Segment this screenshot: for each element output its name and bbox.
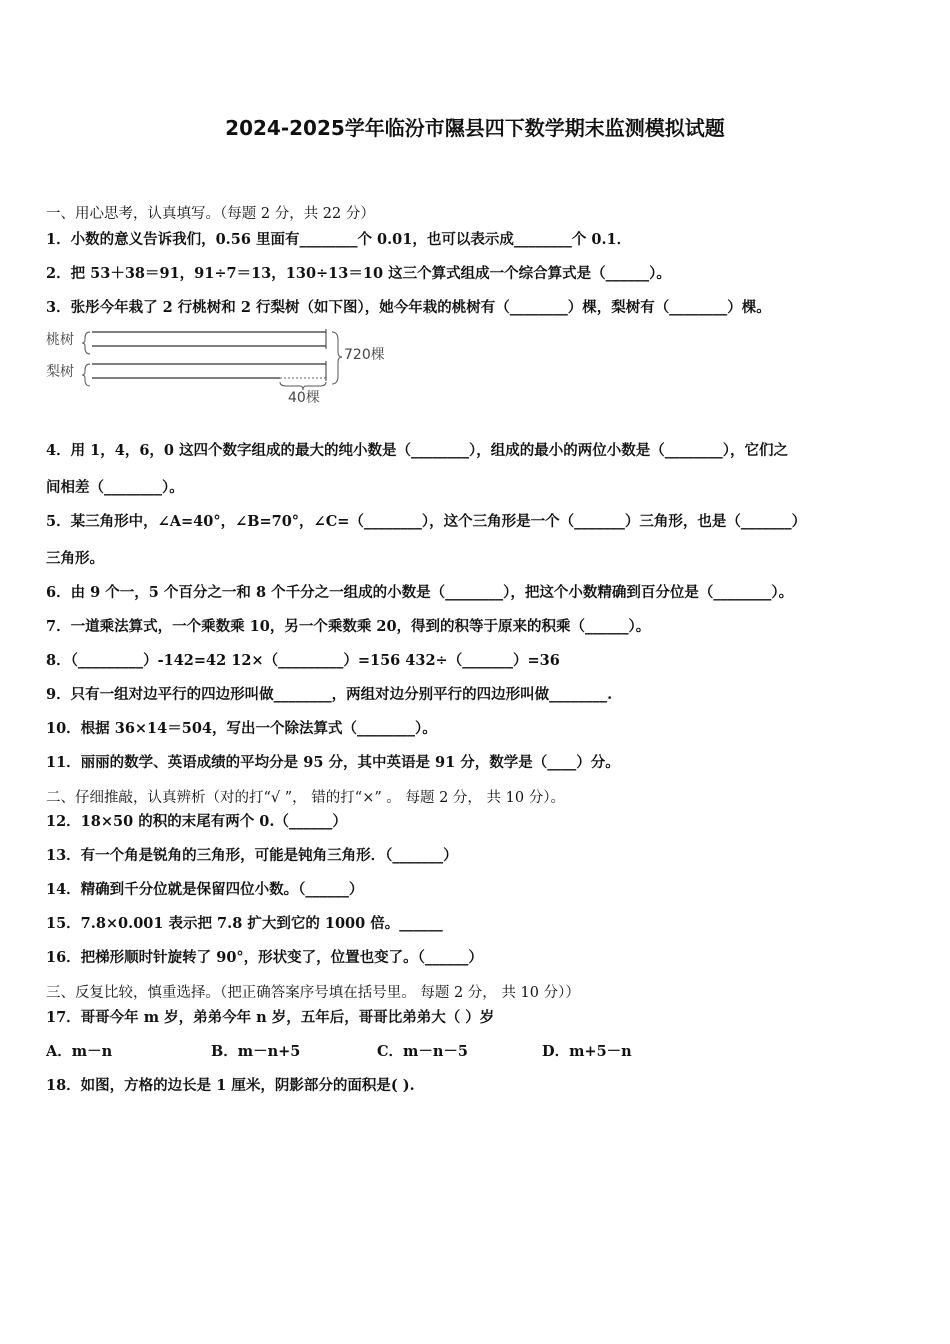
section-3-heading: 三、反复比较，慎重选择。（把正确答案序号填在括号里。 每题 2 分， 共 10 分）） <box>46 985 580 1001</box>
section-1-heading: 一、用心思考，认真填写。（每题 2 分，共 22 分） <box>46 206 375 222</box>
total-label: 720棵 <box>344 347 385 363</box>
question-5-cont: 三角形。 <box>46 550 104 567</box>
pear-label: 梨树 <box>46 364 74 380</box>
question-13: 13．有一个角是锐角的三角形，可能是钝角三角形．（_______） <box>46 847 458 864</box>
diff-label: 40棵 <box>288 390 320 406</box>
option-c[interactable]: C．m－n－5 <box>377 1043 469 1060</box>
question-18: 18．如图，方格的边长是 1 厘米，阴影部分的面积是( ). <box>46 1077 415 1094</box>
question-11: 11．丽丽的数学、英语成绩的平均分是 95 分，其中英语是 91 分，数学是（____）分。 <box>46 754 620 771</box>
question-7: 7．一道乘法算式，一个乘数乘 10，另一个乘数乘 20，得到的积等于原来的积乘（______）。 <box>46 618 651 635</box>
question-3: 3．张彤今年栽了 2 行桃树和 2 行梨树（如下图），她今年栽的桃树有（________）棵，梨树有（________）棵。 <box>46 299 771 316</box>
pear-brace <box>82 364 90 386</box>
question-1: 1．小数的意义告诉我们，0.56 里面有________个 0.01，也可以表示成________个 0.1． <box>46 231 632 248</box>
question-2: 2．把 53＋38＝91，91÷7＝13，130÷13＝10 这三个算式组成一个综合算式是（______）。 <box>46 265 671 282</box>
question-16: 16．把梯形顺时针旋转了 90°，形状变了，位置也变了。（______） <box>46 949 483 966</box>
section-2-heading: 二、仔细推敲，认真辨析（对的打“√ ”， 错的打“×” 。 每题 2 分， 共 10 分）。 <box>46 790 565 806</box>
question-10: 10．根据 36×14＝504，写出一个除法算式（________）。 <box>46 720 437 737</box>
question-14: 14．精确到千分位就是保留四位小数。（______） <box>46 881 364 898</box>
question-9: 9．只有一组对边平行的四边形叫做________，两组对边分别平行的四边形叫做________. <box>46 686 613 703</box>
page-title: 2024-2025学年临汾市隰县四下数学期末监测模拟试题 <box>225 116 725 140</box>
question-4-cont: 间相差（________）。 <box>46 479 184 496</box>
question-17: 17．哥哥今年 m 岁，弟弟今年 n 岁，五年后，哥哥比弟弟大（ ）岁 <box>46 1009 495 1026</box>
total-brace <box>332 332 342 384</box>
question-6: 6．由 9 个一，5 个百分之一和 8 个千分之一组成的小数是（________），把这个小数精确到百分位是（________）。 <box>46 584 794 601</box>
question-5: 5．某三角形中，∠A=40°，∠B=70°，∠C=（________），这个三角形是一个（_______）三角形，也是（_______） <box>46 513 807 530</box>
option-d[interactable]: D．m+5－n <box>542 1043 632 1060</box>
option-a[interactable]: A．m－n <box>46 1043 113 1060</box>
diff-brace <box>280 382 326 390</box>
option-b[interactable]: B．m－n+5 <box>211 1043 301 1060</box>
peach-label: 桃树 <box>46 332 74 348</box>
question-15: 15．7.8×0.001 表示把 7.8 扩大到它的 1000 倍。______ <box>46 915 443 932</box>
tree-diagram <box>44 326 404 406</box>
question-4: 4．用 1，4，6，0 这四个数字组成的最大的纯小数是（________），组成的最小的两位小数是（________），它们之 <box>46 442 789 459</box>
question-8: 8．（_________）-142=42 12×（_________）=156 432÷（_______）=36 <box>46 652 560 669</box>
peach-brace <box>82 332 90 354</box>
question-12: 12．18×50 的积的末尾有两个 0.（______） <box>46 813 347 830</box>
